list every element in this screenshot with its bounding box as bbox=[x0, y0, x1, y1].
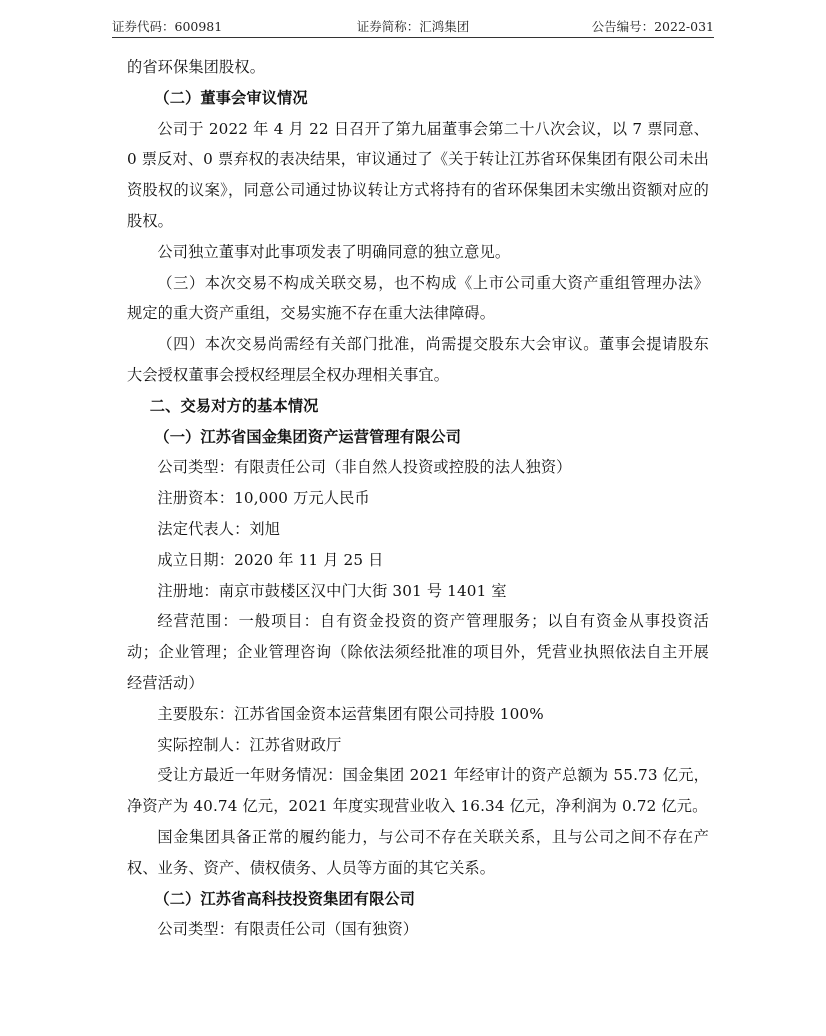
paragraph: 成立日期：2020 年 11 月 25 日 bbox=[157, 550, 384, 569]
paragraph: 公司于 2022 年 4 月 22 日召开了第九届董事会第二十八次会议，以 7 票同意、0 票反对、0 票弃权的表决结果，审议通过了《关于转让江苏省环保集团有限公司未出资股权的议案》，同意公司通过协议转让方式将持有的省环保集团未实缴出资额对应的股权。 bbox=[127, 119, 709, 230]
paragraph: 受让方最近一年财务情况：国金集团 2021 年经审计的资产总额为 55.73 亿元，净资产为 40.74 亿元，2021 年度实现营业收入 16.34 亿元，净利润为 0.72 亿元。 bbox=[127, 766, 709, 816]
section-subheading: （二）江苏省高科技投资集团有限公司 bbox=[154, 889, 416, 908]
page-header bbox=[112, 13, 714, 38]
section-subheading: （二）董事会审议情况 bbox=[154, 88, 308, 107]
announcement-number: 公告编号：2022-031 bbox=[591, 19, 714, 34]
paragraph: 国金集团具备正常的履约能力，与公司不存在关联关系，且与公司之间不存在产权、业务、资产、债权债务、人员等方面的其它关系。 bbox=[127, 827, 709, 877]
section-subheading: （一）江苏省国金集团资产运营管理有限公司 bbox=[154, 427, 462, 446]
paragraph: 注册资本：10,000 万元人民币 bbox=[157, 489, 370, 508]
paragraph: 经营范围：一般项目：自有资金投资的资产管理服务；以自有资金从事投资活动；企业管理；企业管理咨询（除依法须经批准的项目外，凭营业执照依法自主开展经营活动） bbox=[127, 612, 709, 692]
paragraph: 主要股东：江苏省国金资本运营集团有限公司持股 100% bbox=[157, 704, 544, 723]
paragraph: 法定代表人：刘旭 bbox=[157, 519, 281, 538]
paragraph: 的省环保集团股权。 bbox=[127, 58, 266, 76]
paragraph: 实际控制人：江苏省财政厅 bbox=[157, 735, 342, 754]
stock-name: 证券简称：汇鸿集团 bbox=[356, 19, 470, 34]
paragraph: 注册地：南京市鼓楼区汉中门大街 301 号 1401 室 bbox=[157, 581, 507, 600]
stock-code: 证券代码：600981 bbox=[112, 19, 223, 34]
section-heading: 二、交易对方的基本情况 bbox=[149, 396, 319, 415]
paragraph: 公司类型：有限责任公司（非自然人投资或控股的法人独资） bbox=[157, 458, 572, 477]
paragraph: （四）本次交易尚需经有关部门批准，尚需提交股东大会审议。董事会提请股东大会授权董事会授权经理层全权办理相关事宜。 bbox=[127, 335, 709, 384]
paragraph: 公司类型：有限责任公司（国有独资） bbox=[157, 920, 419, 939]
paragraph: 公司独立董事对此事项发表了明确同意的独立意见。 bbox=[157, 242, 511, 261]
document-body bbox=[127, 52, 709, 945]
paragraph: （三）本次交易不构成关联交易，也不构成《上市公司重大资产重组管理办法》规定的重大资产重组，交易实施不存在重大法律障碍。 bbox=[127, 273, 709, 323]
